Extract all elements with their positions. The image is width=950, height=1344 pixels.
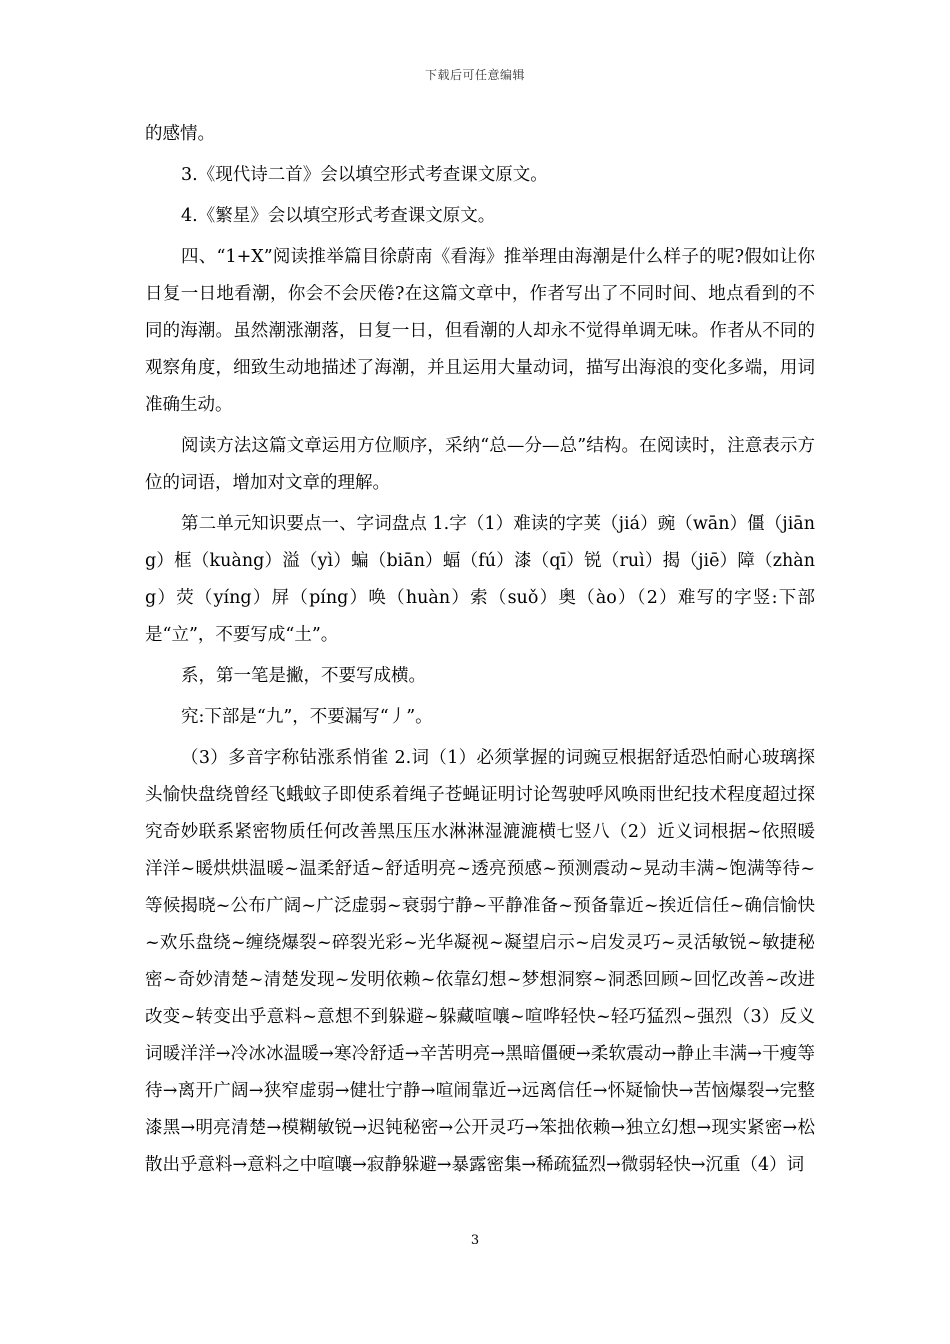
document-body — [145, 116, 815, 1184]
paragraph-unit-two-characters: 第二单元知识要点一、字词盘点 1.字（1）难读的字荚（jiá）豌（wān）僵（jiāng）框（kuàng）溢（yì）蝙（biān）蝠（fú）漆（qī）锐（ruì）揭（jiē）障（zhàng）荧（yíng）屏（píng）唤（huàn）索（suǒ）奥（ào）（2）难写的字竖:下部是“立”，不要写成“土”。 — [145, 514, 815, 645]
paragraph-jiu-note: 究:下部是“九”，不要漏写“丿”。 — [181, 707, 433, 727]
paragraph-xi-note: 系，第一笔是撇，不要写成横。 — [181, 666, 426, 686]
page-number: 3 — [470, 1233, 480, 1248]
paragraph-vocabulary: （3）多音字称钻涨系悄雀 2.词（1）必须掌握的词豌豆根据舒适恐怕耐心玻璃探头愉快盘绕曾经飞蛾蚊子即使系着绳子苍蝇证明讨论驾驶呼风唤雨世纪技术程度超过探究奇妙联系紧密物质任何改善黑压压水淋淋湿漉漉横七竖八（2）近义词根据~依照暖洋洋~暖烘烘温暖~温柔舒适~舒适明亮~透亮预感~预测震动~晃动丰满~饱满等待~等候揭晓~公布广阔~广泛虚弱~衰弱宁静~平静准备~预备靠近~挨近信任~确信愉快~欢乐盘绕~缠绕爆裂~碎裂光彩~光华凝视~凝望启示~启发灵巧~灵活敏锐~敏捷秘密~奇妙清楚~清楚发现~发明依赖~依靠幻想~梦想洞察~洞悉回顾~回忆改善~改进改变~转变出乎意料~意想不到躲避~躲藏喧嚷~喧哗轻快~轻巧猛烈~强烈（3）反义词暖洋洋→冷冰冰温暖→寒冷舒适→辛苦明亮→黑暗僵硬→柔软震动→静止丰满→干瘦等待→离开广阔→狭窄虚弱→健壮宁静→喧闹靠近→远离信任→怀疑愉快→苦恼爆裂→完整漆黑→明亮清楚→模糊敏锐→迟钝秘密→公开灵巧→笨拙依赖→独立幻想→现实紧密→松散出乎意料→意料之中喧嚷→寂静躲避→暴露密集→稀疏猛烈→微弱轻快→沉重（4）词 — [145, 748, 815, 1175]
paragraph-continuation: 的感情。 — [145, 124, 215, 144]
page-header: 下载后可任意编辑 — [424, 68, 525, 82]
paragraph-item-4: 4.《繁星》会以填空形式考查课文原文。 — [181, 206, 496, 226]
paragraph-reading-method: 阅读方法这篇文章运用方位顺序，采纳“总—分—总”结构。在阅读时，注意表示方位的词语，增加对文章的理解。 — [145, 436, 815, 493]
paragraph-reading-recommendation: 四、“1+X”阅读推举篇目徐蔚南《看海》推举理由海潮是什么样子的呢?假如让你日复一日地看潮，你会不会厌倦?在这篇文章中，作者写出了不同时间、地点看到的不同的海潮。虽然潮涨潮落，日复一日，但看潮的人却永不觉得单调无味。作者从不同的观察角度，细致生动地描述了海潮，并且运用大量动词，描写出海浪的变化多端，用词准确生动。 — [145, 247, 815, 415]
paragraph-item-3: 3.《现代诗二首》会以填空形式考查课文原文。 — [181, 165, 548, 185]
